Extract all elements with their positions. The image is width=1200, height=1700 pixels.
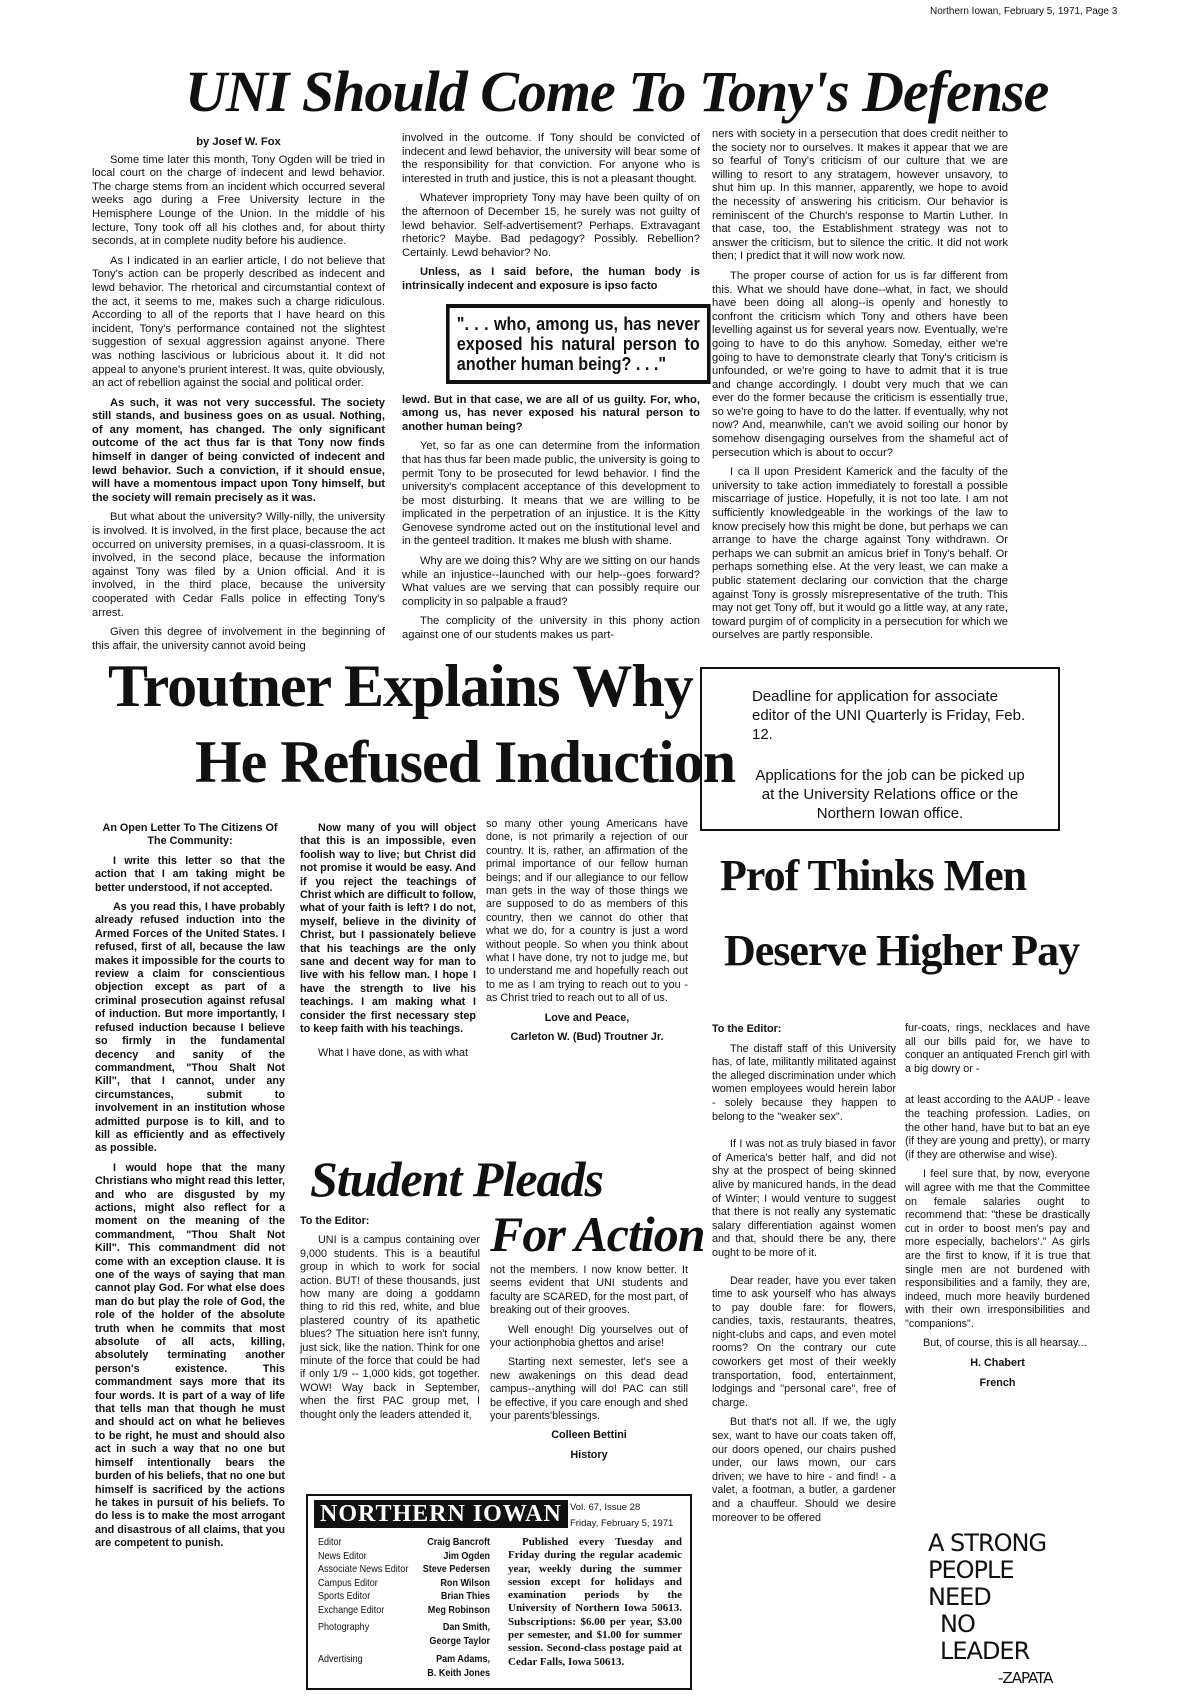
tony-headline: UNI Should Come To Tony's Defense: [185, 59, 1049, 124]
paragraph: If I was not as truly biased in favor of America's better half, and did not shy at the prospect of being skinned alive by manicured hands, in the dead of Winter; I would venture to suggest that there is not really any systematic salary differentiation against women and that, should there be any, there ought to be more of it.: [712, 1138, 896, 1259]
staff-list: [318, 1536, 518, 1680]
paragraph: Whatever impropriety Tony may have been quilty of on the afternoon of December 15, he surely was not guilty of lewd behavior. Self-advertisement? Perhaps. Extravagant rhetoric? Maybe. Bad pedagogy? Possibly. Rebellion? Certainly. Lewd behavior? No.: [402, 192, 700, 259]
troutner-column-1: [95, 822, 285, 1557]
staff-row: Exchange Editor Meg Robinson: [318, 1603, 490, 1616]
staff-row: Photography Dan Smith,: [318, 1621, 490, 1633]
paragraph: The complicity of the university in this phony action against one of our students makes us part-: [402, 615, 700, 642]
staff-row: George Taylor: [429, 1634, 490, 1647]
student-column-2: [490, 1264, 688, 1468]
salutation: To the Editor:: [300, 1215, 370, 1227]
staff-row: Campus Editor Ron Wilson: [318, 1576, 490, 1589]
signature: H. Chabert: [970, 1357, 1025, 1370]
student-headline-line-2: For Action: [490, 1206, 705, 1262]
masthead: [306, 1494, 692, 1690]
page-header: Northern Iowan, February 5, 1971, Page 3: [930, 6, 1118, 17]
newspaper-logo: NORTHERN IOWAN: [314, 1500, 568, 1528]
cartoon-text: PEOPLE: [928, 1556, 1014, 1584]
paragraph: As I indicated in an earlier article, I do not believe that Tony's action can be properly described as indecent and lewd behavior. The rhetorical and circumstantial context of the act, it seems to me, makes such a charge ridiculous. According to all of the reports that I have heard on this incident, Tony's performance contained not the slightest suggestion of sexual aggression against anyone. There was nothing lascivious or lubricious about it. It did not appeal to anyone's prurient interest. It was, quite obviously, an act of rebellion against the social and political order.: [92, 254, 385, 390]
paragraph: lewd. But in that case, we are all of us guilty. For, who, among us, has never exposed his natural person to another human being?: [402, 393, 700, 433]
prof-column-2: [905, 1022, 1090, 1396]
department: French: [979, 1376, 1016, 1389]
paragraph: Dear reader, have you ever taken time to ask yourself who has always to pay double fare: for flowers, candies, taxis, restaurants, theatres, night-clubs and caps, and even motel rooms? On the contrary our cute coworkers get most of their weekly transportation, food, entertainment, lodgings and "personal care", free of charge.: [712, 1274, 896, 1409]
troutner-headline-line-1: Troutner Explains Why: [108, 653, 693, 719]
paragraph: at least according to the AAUP - leave the teaching profession. Ladies, on the other hand, have but to bat an eye (if they are young and pretty), or marry (if they are otherwise and wise).: [905, 1094, 1090, 1161]
paragraph: But, of course, this is all hearsay...: [923, 1337, 1087, 1350]
issue-date: Friday, February 5, 1971: [570, 1518, 674, 1529]
volume-issue: Vol. 67, Issue 28: [570, 1502, 641, 1513]
staff-row: Editor Craig Bancroft: [318, 1536, 490, 1548]
troutner-column-2: [300, 822, 476, 1066]
staff-row: Advertising Pam Adams,: [318, 1653, 490, 1665]
paragraph: Starting next semester, let's see a new awakenings on this dead dead campus--anything will do! PAC can still be effective, if you care enough and shed your parents'blessings.: [490, 1356, 688, 1423]
paragraph: The proper course of action for us is far different from this. What we should have done--what, in fact, we should have been doing all along--is openly and honestly to confront the criticism which Tony and others have been levelling against us for several years now. Eventually, we're going to have to do this anyhow. Someday, either we're going to have to demonstrate clearly that Tony's criticism is unfounded, or we're going to have to admit that it is true and change accordingly. I doubt very much that we can ever do the former because the criticism is essentially true, so we're going to have to do the latter. If eventually, why not now? And, meanwhile, can't we avoid soiling our honor by somehow disengaging ourselves from the shameful act of persecution which is about to occur?: [712, 269, 1008, 459]
staff-row: News Editor Jim Ogden: [318, 1549, 490, 1562]
paragraph: But what about the university? Willy-nilly, the university is involved. It is involved, in the first place, because the act occurred on university premises, in a quasi-classroom. It is involved, in the second place, because the information against Tony was filed by a Union official. And it is involved, in the third place, because the university cooperated with Cedar Falls police in effecting Tony's arrest.: [92, 511, 385, 619]
prof-headline-line-2: Deserve Higher Pay: [724, 926, 1080, 975]
staff-row: B. Keith Jones: [427, 1666, 490, 1679]
tony-column-1: [92, 136, 385, 659]
paragraph: Well enough! Dig yourselves out of your actionphobia ghettos and arise!: [490, 1323, 688, 1350]
applications-text: Applications for the job can be picked up at the University Relations office or the Northern Iowan office.: [755, 767, 1025, 822]
cartoon-text: A STRONG: [928, 1529, 1047, 1557]
paragraph: Now many of you will object that this is an impossible, even foolish way to live; but Christ did not promise it would be easy. And if you reject the teachings of Christ which are difficult to follow, what of your faith is left? I do not, myself, believe in the divinity of Christ, but I passionately believe that his teachings are the only sane and decent way for man to live with his fellow man. I hope I have the strength to live his teachings. I am making what I consider the first necessary step to keep faith with his teachings.: [300, 822, 476, 1036]
cartoon-text: NO LEADER: [940, 1610, 1030, 1665]
paragraph: I feel sure that, by now, everyone will agree with me that the Committee on female salaries ought to recommend that: "these be drastically cut in order to boost men's pay and more especially, bachelors'." As girls are the first to know, if it is true that single men are not burdened with responsibilities and a family, they are, indeed, much more heavily burdened with their own irresponsibilities and "companions".: [905, 1168, 1090, 1330]
closing: Love and Peace,: [544, 1011, 630, 1024]
staff-row: Associate News Editor Steve Pedersen: [318, 1563, 490, 1575]
paragraph: Why are we doing this? Why are we sitting on our hands while an injustice--launched with our help--goes forward? What values are we serving that can possibly require our complicity in so palpable a fraud?: [402, 555, 700, 608]
student-headline-line-1: Student Pleads: [310, 1151, 603, 1207]
paragraph: I ca ll upon President Kamerick and the faculty of the university to take action immediately to forestall a possible miscarriage of justice. Hopefully, it is not too late. I am not sufficiently knowledgeable in the workings of the law to know precisely how this might be done, but perhaps we can arrange to have the charge against Tony withdrawn. Or perhaps we can submit an amicus brief in Tony's behalf. Or perhaps something else. At the very least, we can make a public statement declaring our conviction that the charge against Tony is grossly misrepresentative of the truth. This may not get Tony off, but it would go a little way, at any rate, toward purgim of of complicity in a persecution for which we ourselves are partly responsible.: [712, 466, 1008, 642]
paragraph: As such, it was not very successful. The society still stands, and business goes on as usual. Nothing, of any moment, has changed. The only significant outcome of the act thus far is that Tony now finds himself in danger of being convicted of indecent and lewd behavior. Such a conviction, if it should ensue, will have a momentous impact upon Tony himself, but the society will remain precisely as it was.: [92, 396, 385, 504]
paragraph: What I have done, as with what: [318, 1046, 469, 1059]
cartoon-attribution: -ZAPATA: [998, 1669, 1053, 1687]
paragraph: But that's not all. If we, the ugly sex, want to have our coats taken off, our doors opened, our chairs pushed under, our laws mown, our cars driven; we have to hire - and find! - a valet, a footman, a butler, a gardener and a chauffeur. Should we desire moreover to be offered: [712, 1416, 896, 1524]
paragraph: Yet, so far as one can determine from the information that has thus far been made public, the university is going to permit Tony to be prosecuted for lewd behavior. I find the university's complacent acceptance of this development to be most disturbing. It means that we are willing to be implicated in the perpetration of an injustice. It is the Kitty Genovese syndrome acted out on the institutional level and in the genteel tradition. It makes me blush with shame.: [402, 440, 700, 548]
student-column-1: [300, 1215, 480, 1428]
cartoon-text: NEED: [928, 1583, 991, 1611]
paragraph: Unless, as I said before, the human body is intrinsically indecent and exposure is ipso facto: [402, 266, 700, 292]
paragraph: Some time later this month, Tony Ogden will be tried in local court on the charge of indecent and lewd behavior. The charge stems from an incident which occurred several weeks ago during a Free University lecture in the Hemisphere Lounge of the Union. In the middle of his lecture, Tony took off all his clothes and, for about thirty seconds, at in complete nudity before his audience.: [92, 153, 385, 248]
salutation: To the Editor:: [712, 1023, 782, 1035]
paragraph: so many other young Americans have done, is not primarily a rejection of our country. It is, rather, an affirmation of the primal importance of our fellow human beings; and if our allegiance to our fellow man gets in the way of those things we are supposed to do as members of this country, then we cannot do other that what we do, for a country is just a word without people. So when you think about what I have done, try not to judge me, but to understand me and hopefully reach out to me as I am trying to reach out to you - as Christ tried to reach out to all of us.: [486, 818, 688, 1005]
paragraph: Given this degree of involvement in the beginning of this affair, the university cannot avoid being: [92, 626, 385, 652]
department: History: [570, 1448, 608, 1461]
paragraph: involved in the outcome. If Tony should be convicted of indecent and lewd behavior, the university will bear some of the responsibility for that conviction. For anyone who is interested in truth and justice, this is not a pleasant thought.: [402, 132, 700, 185]
paragraph: I write this letter so that the action that I am taking might be better understood, if not accepted.: [95, 854, 285, 894]
prof-column-1: [712, 1023, 896, 1531]
signature: Carleton W. (Bud) Troutner Jr.: [510, 1031, 664, 1044]
paragraph: UNI is a campus containing over 9,000 students. This is a beautiful group in which to work for social action. BUT! of these thousands, just how many are doing a goddamn thing to rid this red, white, and blue plastered country of its apathetic blues? The situation here isn't funny, just sick, like the nation. Think for one minute of the force that could be had if only 1/9 -- 1,000 kids, got together. WOW! Way back in September, when the first PAC group met, I thought only the leaders attended it,: [300, 1234, 480, 1421]
paragraph: fur-coats, rings, necklaces and have all our bills paid for, we have to conquer an antiquated French girl with a big dowry or -: [905, 1022, 1090, 1075]
tony-column-3: [712, 128, 1008, 649]
paragraph: ners with society in a persecution that does credit neither to the society nor to ourselves. It makes it appear that we are so fearful of Tony's criticism of our culture that we are willing to resort to any stratagem, however unsavory, to shut him up. In this manner, apparently, we hope to avoid the necessity of answering his criticism. Our behavior is reminiscent of the Church's response to Martin Luther. In that case, too, the Establishment strategy was not to answer the criticism, but to silence the critic. It did not work then; I predict that it will now work now.: [712, 128, 1008, 263]
tony-column-2: [402, 132, 700, 649]
troutner-headline-line-2: He Refused Induction: [195, 729, 736, 795]
salutation: An Open Letter To The Citizens Of The Community:: [102, 822, 278, 848]
paragraph: The distaff staff of this University has, of late, militantly militated against the alleged discrimination under which women employees would herein labor - solely because they happen to belong to the "weaker sex".: [712, 1042, 896, 1123]
deadline-notice: [700, 667, 1060, 831]
staff-row: Sports Editor Brian Thies: [318, 1590, 490, 1602]
publication-info: Published every Tuesday and Friday during the regular academic year, weekly during the summer session except for holidays and examination periods by the University of Northern Iowa 50613. Subscriptions: $6.00 per year, $3.00 per semester, and $1.00 for summer session. Second-class postage paid at Cedar Falls, Iowa 50613.: [508, 1536, 682, 1668]
paragraph: not the members. I now know better. It seems evident that UNI students and faculty are SCARED, for the most part, of breaking out of their grooves.: [490, 1264, 688, 1317]
prof-headline-line-1: Prof Thinks Men: [720, 851, 1027, 900]
byline: by Josef W. Fox: [196, 136, 281, 148]
deadline-text: Deadline for application for associate editor of the UNI Quarterly is Friday, Feb. 12.: [752, 688, 1026, 743]
troutner-column-3: [486, 818, 688, 1051]
signature: Colleen Bettini: [551, 1429, 627, 1442]
zapata-cartoon: [928, 1530, 1068, 1692]
paragraph: I would hope that the many Christians who might read this letter, and who are disgusted by my actions, might also reflect for a moment on the meaning of the commandment, "Thou Shalt Not Kill". This commandment did not come with an exception clause. It is one of the ways of saying that man cannot play God. For what else does man do but play the role of God, the role of the holder of the absolute truth when he commits that most absolute of all acts, killing, absolutely terminating another person's existence. This commandment says more that its four words. It is part of a way of life that tells man that though he must and should act on what he believes to be right, he must and should also act in such a way that no one but himself intentionally bears the burden of his beliefs, that no one but himself is sacrificed by the actions he takes in pursuit of his beliefs. To do less is to make the most arrogant and disastrous of all claims, that you are competent to punish.: [95, 1161, 285, 1550]
paragraph: As you read this, I have probably already refused induction into the Armed Forces of the United States. I refused, first of all, because the law makes it impossible for the courts to review a claim for conscientious objection except as part of a criminal prosecution against refusal of induction. But more importantly, I refused induction because I believe so firmly in the fundamental decency and sanity of the commandment, "Thou Shalt Not Kill", that I cannot, under any circumstances, submit to involvement in an institution whose admitted purpose is to kill, and to kill as efficiently and as effectively as possible.: [95, 901, 285, 1155]
pull-quote: ". . . who, among us, has never exposed his natural person to another human being? . . .": [446, 304, 711, 384]
